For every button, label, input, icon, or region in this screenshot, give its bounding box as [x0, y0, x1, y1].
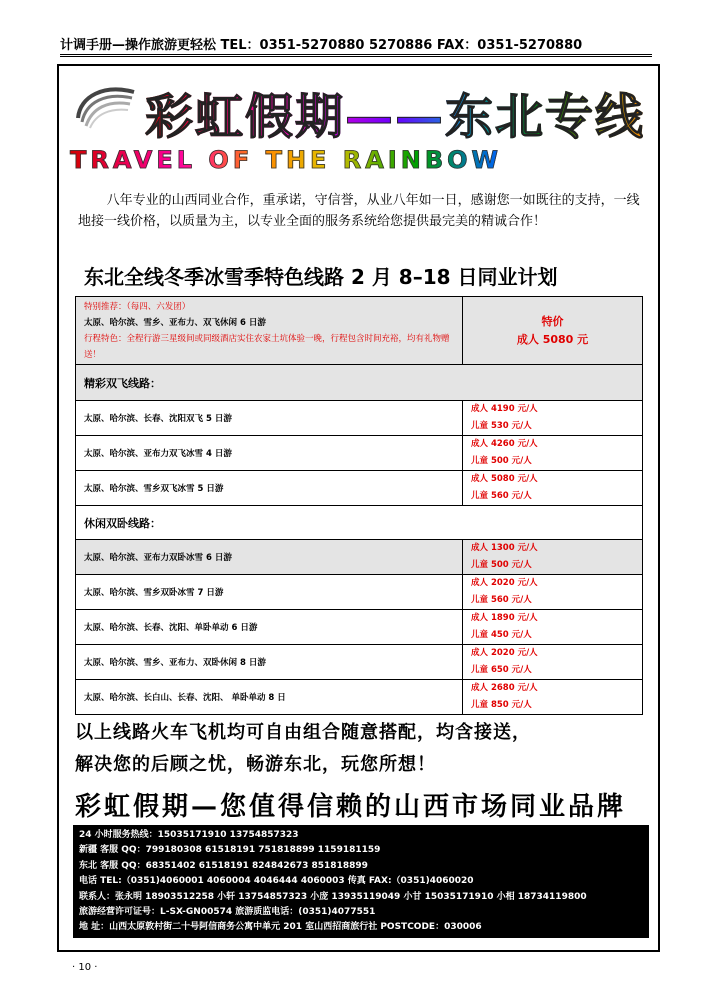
special-label: 特别推荐：（每四、六发团） — [84, 301, 191, 312]
table-row — [76, 471, 643, 506]
table-row — [76, 645, 643, 680]
child-price: 儿童 560 元/人 — [471, 595, 532, 605]
title-chinese: 彩虹假期——东北专线 — [145, 78, 645, 147]
adult-price: 成人 2020 元/人 — [471, 648, 538, 658]
contact-block — [73, 825, 649, 938]
adult-price: 成人 1890 元/人 — [471, 613, 538, 623]
route-name: 太原、哈尔滨、长白山、长春、沈阳、 单卧单动 8 日 — [76, 680, 463, 715]
child-price: 儿童 560 元/人 — [471, 491, 532, 501]
contact-line: 联系人：张永明 18903512258 小轩 13754857323 小庞 13935119049 小甘 15035171910 小相 18734119800 — [79, 891, 587, 902]
route-name: 太原、哈尔滨、长春、沈阳、单卧单动 6 日游 — [76, 610, 463, 645]
route-price — [463, 471, 643, 506]
adult-price: 成人 4260 元/人 — [471, 439, 538, 449]
route-price — [463, 540, 643, 575]
footer-line-2: 解决您的后顾之忧，畅游东北，玩您所想！ — [75, 754, 436, 775]
adult-price: 成人 4190 元/人 — [471, 404, 538, 414]
child-price: 儿童 850 元/人 — [471, 700, 532, 710]
special-price: 成人 5080 元 — [516, 332, 589, 346]
contact-line: 地 址：山西太原敦村街二十号阿信商务公寓中单元 201 室山西招商旅行社 POSTCODE：030006 — [79, 922, 482, 933]
special-route: 太原、哈尔滨、雪乡、亚布力、双飞休闲 6 日游 — [84, 317, 266, 328]
route-price — [463, 645, 643, 680]
route-price — [463, 436, 643, 471]
adult-price: 成人 2680 元/人 — [471, 683, 538, 693]
route-name: 太原、哈尔滨、长春、沈阳双飞 5 日游 — [76, 401, 463, 436]
special-details — [76, 297, 463, 365]
contact-line: 东北 客服 QQ：68351402 61518191 824842673 851818899 — [79, 860, 368, 871]
rainbow-swirl-logo — [72, 78, 140, 132]
header-bar — [60, 34, 652, 57]
brand-slogan: 彩虹假期—您值得信赖的山西市场同业品牌 — [75, 792, 627, 822]
special-price-cell — [463, 297, 643, 365]
route-name: 太原、哈尔滨、雪乡、亚布力、双卧休闲 8 日游 — [76, 645, 463, 680]
adult-price: 成人 1300 元/人 — [471, 543, 538, 553]
section-sleeper-row — [76, 506, 643, 540]
route-price — [463, 575, 643, 610]
child-price: 儿童 500 元/人 — [471, 560, 532, 570]
special-price-label: 特价 — [541, 314, 564, 328]
route-name: 太原、哈尔滨、雪乡双飞冰雪 5 日游 — [76, 471, 463, 506]
contact-line: 新疆 客服 QQ：799180308 61518191 751818899 1159181159 — [79, 845, 381, 856]
table-row — [76, 436, 643, 471]
route-price — [463, 610, 643, 645]
table-row — [76, 610, 643, 645]
route-name: 太原、哈尔滨、雪乡双卧冰雪 7 日游 — [76, 575, 463, 610]
adult-price: 成人 5080 元/人 — [471, 474, 538, 484]
section-fly-row — [76, 365, 643, 401]
special-row — [76, 297, 643, 365]
route-price — [463, 401, 643, 436]
child-price: 儿童 530 元/人 — [471, 421, 532, 431]
table-row — [76, 401, 643, 436]
child-price: 儿童 450 元/人 — [471, 630, 532, 640]
intro-paragraph: 八年专业的山西同业合作，重承诺，守信誉，从业八年如一日，感谢您一如既往的支持，一线地接一线价格，以质量为主，以专业全面的服务系统给您提供最完美的精诚合作！ — [78, 193, 640, 229]
page-number: · 10 · — [72, 962, 98, 973]
table-row — [76, 680, 643, 715]
table-row — [76, 575, 643, 610]
special-feature: 行程特色：全程行游三星级间或同级酒店实住农家土坑体验一晚，行程包含时间充裕，均有礼物赠送！ — [84, 333, 450, 360]
table-row — [76, 540, 643, 575]
route-name: 太原、哈尔滨、亚布力双飞冰雪 4 日游 — [76, 436, 463, 471]
adult-price: 成人 2020 元/人 — [471, 578, 538, 588]
child-price: 儿童 500 元/人 — [471, 456, 532, 466]
section-fly-title: 精彩双飞线路： — [76, 365, 643, 401]
section-sleeper-title: 休闲双卧线路： — [76, 506, 643, 540]
route-name: 太原、哈尔滨、亚布力双卧冰雪 6 日游 — [76, 540, 463, 575]
child-price: 儿童 650 元/人 — [471, 665, 532, 675]
title-english: TRAVEL OF THE RAINBOW — [70, 146, 503, 174]
routes-table — [75, 296, 643, 715]
contact-line: 电话 TEL:（0351)4060001 4060004 4046444 4060003 传真 FAX:（0351)4060020 — [79, 876, 474, 887]
contact-line: 24 小时服务热线：15035171910 13754857323 — [79, 830, 299, 840]
footer-line-1: 以上线路火车飞机均可自由组合随意搭配，均含接送， — [75, 722, 531, 743]
route-price — [463, 680, 643, 715]
header-text: 计调手册—操作旅游更轻松 TEL：0351-5270880 5270886 FAX：0351-5270880 — [60, 38, 583, 53]
contact-line: 旅游经营许可证号：L-SX-GN00574 旅游质监电话：(0351)4077551 — [79, 907, 376, 918]
plan-title: 东北全线冬季冰雪季特色线路 2 月 8–18 日同业计划 — [84, 265, 558, 289]
